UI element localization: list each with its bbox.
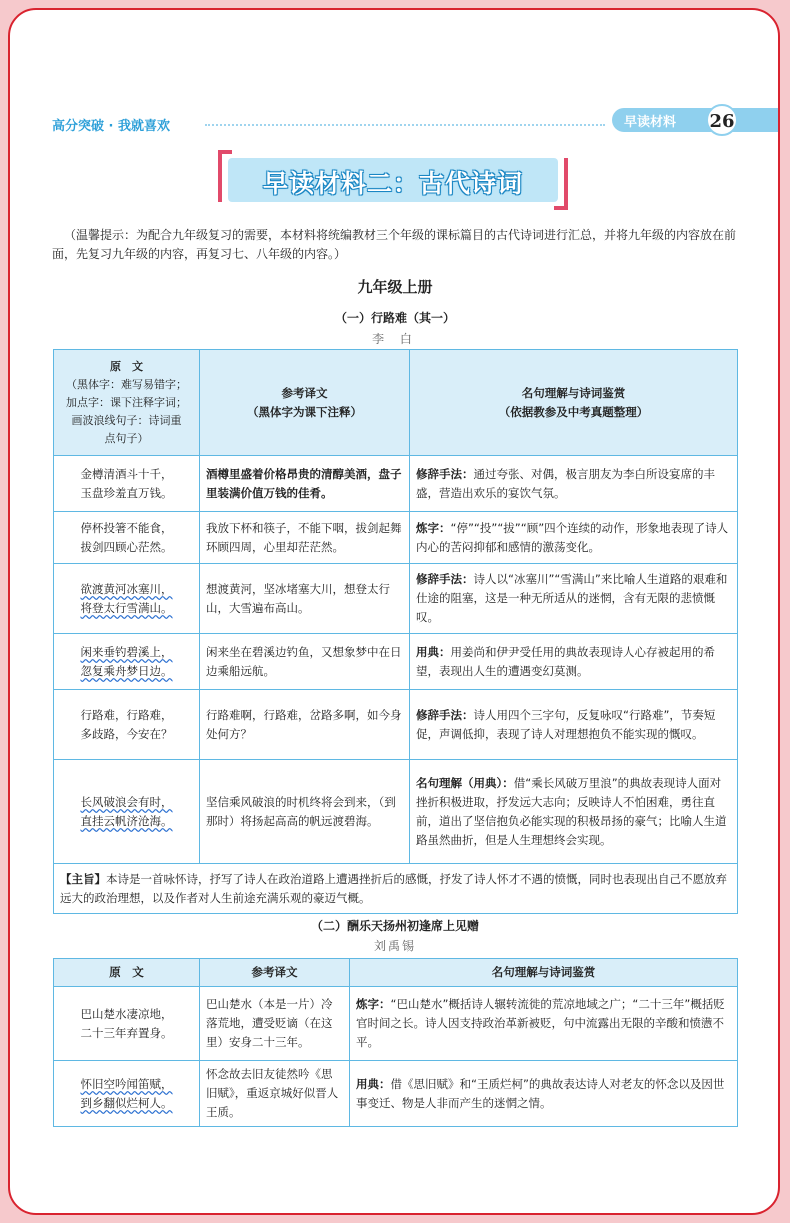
poem2-author: 刘禹锡 <box>373 939 416 953</box>
table-row <box>54 760 738 864</box>
table-header-row <box>54 350 738 456</box>
table-row <box>54 1061 738 1127</box>
note-text: “巴山楚水”概括诗人辗转流徙的荒凉地域之广；“二十三年”概括贬官时间之长。诗人因支持政治革新被贬，句中流露出无限的辛酸和愤懑不平。 <box>356 997 725 1049</box>
original-text <box>54 512 200 564</box>
header-line: 名句理解与诗词鉴赏 <box>521 385 626 400</box>
verse-line: 直挂云帆济沧海。 <box>80 813 173 828</box>
verse-line: 多歧路，今安在？ <box>80 726 173 741</box>
section-tab-label: 早读材料 <box>624 115 677 130</box>
appreciation <box>410 690 738 760</box>
note-tag: 名句理解（用典）： <box>416 775 514 790</box>
title-banner <box>218 150 568 210</box>
original-text <box>54 456 200 512</box>
summary-row <box>54 864 738 914</box>
header-line: 参考译文 <box>281 385 328 400</box>
original-text <box>54 564 200 634</box>
section-tab <box>612 108 778 132</box>
table-row <box>54 564 738 634</box>
translation: 我放下杯和筷子，不能下咽，拔剑起舞环顾四周，心里却茫茫然。 <box>200 512 410 564</box>
appreciation <box>410 634 738 690</box>
note-text: “停”“投”“拔”“顾”四个连续的动作，形象地表现了诗人内心的苦闷抑郁和感情的激荡变化。 <box>416 520 729 554</box>
table-row <box>54 987 738 1061</box>
original-text <box>54 987 200 1061</box>
verse-line: 忽复乘舟梦日边。 <box>80 663 173 678</box>
title-box <box>228 158 558 202</box>
header-divider <box>205 124 605 126</box>
translation: 闲来坐在碧溪边钓鱼，又想象梦中在日边乘船远航。 <box>200 634 410 690</box>
col-header-translation <box>200 350 410 456</box>
table-row <box>54 456 738 512</box>
note-text: 借《思旧赋》和“王质烂柯”的典故表达诗人对老友的怀念以及因世事变迁、物是人非而产生的迷惘之情。 <box>356 1076 725 1110</box>
tip-note: （温馨提示：为配合九年级复习的需要，本材料将统编教材三个年级的课标篇目的古代诗词进行汇总，并将九年级的内容放在前面，先复习九年级的内容，再复习七、八年级的内容。） <box>52 228 737 261</box>
note-text: 用姜尚和伊尹受任用的典故表现诗人心存被起用的希望，表现出人生的遭遇变幻莫测。 <box>416 644 715 678</box>
verse-line: 停杯投箸不能食， <box>80 520 173 535</box>
original-text <box>54 760 200 864</box>
header-slogan: 高分突破 · 我就喜欢 <box>52 119 170 134</box>
verse-line: 将登太行雪满山。 <box>80 600 173 615</box>
translation: 想渡黄河，坚冰堵塞大川，想登太行山，大雪遍布高山。 <box>200 564 410 634</box>
appreciation <box>410 564 738 634</box>
verse-line: 欲渡黄河冰塞川， <box>80 581 173 596</box>
translation: 坚信乘风破浪的时机终将会到来，（到那时）将扬起高高的帆远渡碧海。 <box>200 760 410 864</box>
verse-line: 闲来垂钓碧溪上， <box>80 644 173 659</box>
poem1-title: （一）行路难（其一） <box>334 311 455 325</box>
col-header-appreciation <box>410 350 738 456</box>
verse-line: 二十三年弃置身。 <box>80 1025 173 1040</box>
col-header-original: 原 文 <box>54 959 200 987</box>
appreciation <box>410 760 738 864</box>
verse-line: 怀旧空吟闻笛赋， <box>80 1076 173 1091</box>
translation: 怀念故去旧友徒然吟《思旧赋》，重返京城好似晋人王质。 <box>200 1061 350 1127</box>
table-row <box>54 512 738 564</box>
original-text <box>54 634 200 690</box>
header-line: 点句子） <box>104 431 149 445</box>
header-line: （依据教参及中考真题整理） <box>498 404 649 419</box>
appreciation <box>410 512 738 564</box>
translation: 巴山楚水（本是一片）冷落荒地，遭受贬谪（在这里）安身二十三年。 <box>200 987 350 1061</box>
note-text: 诗人用四个三字句，反复咏叹“行路难”，节奏短促，声调低抑，表现了诗人对理想抱负不能实现的慨叹。 <box>416 707 716 741</box>
header-line: 画波浪线句子：诗词重 <box>71 413 182 427</box>
verse-line: 金樽清酒斗十千， <box>80 466 173 481</box>
verse-line: 巴山楚水凄凉地， <box>80 1006 173 1021</box>
header-line: （黑体字：难写易错字； <box>66 377 187 391</box>
table-row <box>54 690 738 760</box>
grade-heading: 九年级上册 <box>357 278 433 296</box>
note-tag: 炼字： <box>416 520 451 535</box>
note-tag: 炼字： <box>356 997 391 1011</box>
header-line: 原 文 <box>110 359 143 373</box>
note-text: 通过夸张、对偶，极言朋友为李白所设宴席的丰盛，营造出欢乐的宴饮气氛。 <box>416 466 715 500</box>
note-text: 诗人以“冰塞川”“雪满山”来比喻人生道路的艰难和仕途的阻塞，这是一种无所适从的迷惘，含有无限的悲愤慨叹。 <box>416 572 728 624</box>
col-header-translation: 参考译文 <box>200 959 350 987</box>
col-header-appreciation: 名句理解与诗词鉴赏 <box>350 959 738 987</box>
table-row <box>54 634 738 690</box>
poem1-author: 李 白 <box>372 332 418 346</box>
poem2-table <box>53 958 738 1127</box>
appreciation <box>350 1061 738 1127</box>
page-title: 早读材料二：古代诗词 <box>262 169 523 198</box>
summary-tag: 【主旨】 <box>60 871 106 886</box>
verse-line: 行路难，行路难， <box>80 707 173 722</box>
page-number: 26 <box>706 104 738 136</box>
appreciation <box>410 456 738 512</box>
summary-text: 本诗是一首咏怀诗，抒写了诗人在政治道路上遭遇挫折后的感慨，抒发了诗人怀才不遇的愤慨，同时也表现出自己不愿放弃远大的政治理想，以及作者对人生前途充满乐观的豪迈气概。 <box>60 871 727 905</box>
note-tag: 修辞手法： <box>416 572 474 586</box>
verse-line: 到乡翻似烂柯人。 <box>80 1095 173 1110</box>
summary <box>54 864 738 914</box>
note-tag: 用典： <box>416 644 451 659</box>
original-text <box>54 690 200 760</box>
note-tag: 修辞手法： <box>416 707 474 722</box>
note-text: 借“乘长风破万里浪”的典故表现诗人面对挫折积极进取，抒发远大志向；反映诗人不怕困难，勇往直前，道出了坚信抱负必能实现的积极昂扬的豪气；比喻人生道路虽然曲折，但是人生理想终会实现。 <box>416 775 727 847</box>
note-tag: 修辞手法： <box>416 466 474 481</box>
table-header-row <box>54 959 738 987</box>
translation: 酒樽里盛着价格昂贵的清醇美酒，盘子里装满价值万钱的佳肴。 <box>200 456 410 512</box>
verse-line: 玉盘珍羞直万钱。 <box>80 485 173 500</box>
verse-line: 长风破浪会有时， <box>80 794 173 809</box>
header-line: （黑体字为课下注释） <box>247 404 362 419</box>
verse-line: 拔剑四顾心茫然。 <box>80 539 173 554</box>
col-header-original <box>54 350 200 456</box>
original-text <box>54 1061 200 1127</box>
poem2-title: （二）酬乐天扬州初逢席上见赠 <box>310 919 479 933</box>
translation: 行路难啊，行路难，岔路多啊，如今身处何方？ <box>200 690 410 760</box>
header-line: 加点字：课下注释字词； <box>66 395 187 409</box>
poem1-table <box>53 349 738 914</box>
note-tag: 用典： <box>356 1076 391 1091</box>
appreciation <box>350 987 738 1061</box>
